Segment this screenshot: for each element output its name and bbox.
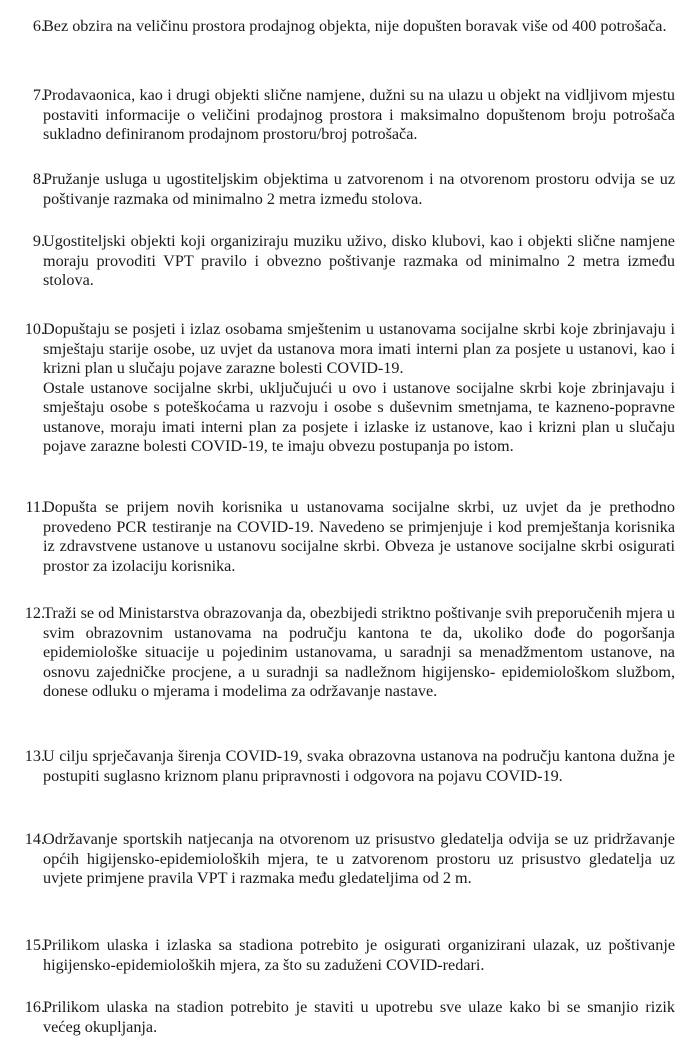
item-paragraph: Dopuštaju se posjeti i izlaz osobama smještenim u ustanovama socijalne skrbi koje zbrinjavaju i smještaju starije osobe, uz uvjet da ustanova mora imati interni plan za posjete u ustanovi, kao i krizni plan u slučaju pojave zarazne bolesti COVID-19. xyxy=(43,320,675,377)
item-paragraph: Ugostiteljski objekti koji organiziraju muziku uživo, disko klubovi, kao i objekti slične namjene moraju provoditi VPT pravilo i obvezno poštivanje razmaka od minimalno 2 metra između stolova. xyxy=(43,232,675,289)
item-paragraph: Dopušta se prijem novih korisnika u ustanovama socijalne skrbi, uz uvjet da je prethodno provedeno PCR testiranje na COVID-19. Navedeno se primjenjuje i kod premještanja korisnika iz zdravstvene ustanove u ustanovu socijalne skrbi. Obveza je ustanove socijalne skrbi osigurati prostor za izolaciju korisnika. xyxy=(43,498,675,575)
item-body xyxy=(43,936,675,975)
item-body xyxy=(43,747,675,786)
list-item xyxy=(15,498,675,576)
item-number: 10. xyxy=(24,320,45,338)
item-paragraph: Traži se od Ministarstva obrazovanja da, obezbijedi striktno poštivanje svih preporučenih mjera u svim obrazovnim ustanovama na području kantona te da, ukoliko dođe do pogoršanja epidemiološke situacije u pojedinim ustanovama, u saradnji sa menadžmentom ustanove, na osnovu zajedničke procjene, a u suradnji sa nadležnom higijensko- epidemiološkom službom, donese odluku o mjerama i modelima za održavanje nastave. xyxy=(43,604,675,700)
item-number: 11. xyxy=(25,498,45,516)
item-body xyxy=(43,830,675,889)
item-body xyxy=(43,498,675,576)
list-item xyxy=(15,86,675,145)
item-number: 6. xyxy=(32,17,45,35)
item-number: 12. xyxy=(24,604,45,622)
item-body xyxy=(43,998,675,1037)
item-body xyxy=(43,232,675,291)
list-item xyxy=(15,17,675,37)
item-number: 16. xyxy=(24,998,45,1016)
item-paragraph: Prilikom ulaska i izlaska sa stadiona potrebito je osigurati organizirani ulazak, uz poštivanje higijensko-epidemioloških mjera, za što su zaduženi COVID-redari. xyxy=(43,936,675,974)
list-item xyxy=(15,936,675,975)
item-body xyxy=(43,170,675,209)
item-body xyxy=(43,86,675,145)
list-item xyxy=(15,998,675,1037)
item-body xyxy=(43,17,675,37)
item-paragraph: Bez obzira na veličinu prostora prodajnog objekta, nije dopušten boravak više od 400 potrošača. xyxy=(43,17,667,35)
item-paragraph: Pružanje usluga u ugostiteljskim objektima u zatvorenom i na otvorenom prostoru odvija se uz poštivanje razmaka od minimalno 2 metra između stolova. xyxy=(43,170,675,208)
item-paragraph: Održavanje sportskih natjecanja na otvorenom uz prisustvo gledatelja odvija se uz pridržavanje općih higijensko-epidemioloških mjera, te u zatvorenom prostoru uz prisustvo gledatelja uz uvjete primjene pravila VPT i razmaka među gledateljima od 2 m. xyxy=(43,830,675,887)
item-paragraph: Ostale ustanove socijalne skrbi, uključujući u ovo i ustanove socijalne skrbi koje zbrinjavaju i smještaju osobe s poteškoćama u razvoju i osobe s duševnim smetnjama, te kazneno-popravne ustanove, moraju imati interni plan za posjete i izlaske iz ustanove, kao i krizni plan u slučaju pojave zarazne bolesti COVID-19, te imaju obvezu postupanja po istom. xyxy=(43,378,675,455)
list-item xyxy=(15,830,675,889)
list-item xyxy=(15,170,675,209)
item-body xyxy=(43,604,675,702)
item-paragraph: Prodavaonica, kao i drugi objekti slične namjene, dužni su na ulazu u objekt na vidljivom mjestu postaviti informacije o veličini prodajnog prostora i maksimalno dopuštenom broju potrošača sukladno definiranom prodajnom prostoru/broj potrošača. xyxy=(43,86,675,143)
item-paragraph: U cilju sprječavanja širenja COVID-19, svaka obrazovna ustanova na području kantona dužna je postupiti suglasno kriznom planu pripravnosti i odgovora na pojavu COVID-19. xyxy=(43,747,675,785)
item-number: 13. xyxy=(24,747,45,765)
item-number: 14. xyxy=(24,830,45,848)
list-item xyxy=(15,320,675,457)
item-body xyxy=(43,320,675,457)
item-paragraph: Prilikom ulaska na stadion potrebito je staviti u upotrebu sve ulaze kako bi se smanjio rizik većeg okupljanja. xyxy=(43,998,675,1036)
list-item xyxy=(15,604,675,702)
list-item xyxy=(15,232,675,291)
item-number: 7. xyxy=(32,86,45,104)
item-number: 9. xyxy=(32,232,45,250)
item-number: 8. xyxy=(32,170,45,188)
list-item xyxy=(15,747,675,786)
item-number: 15. xyxy=(24,936,45,954)
